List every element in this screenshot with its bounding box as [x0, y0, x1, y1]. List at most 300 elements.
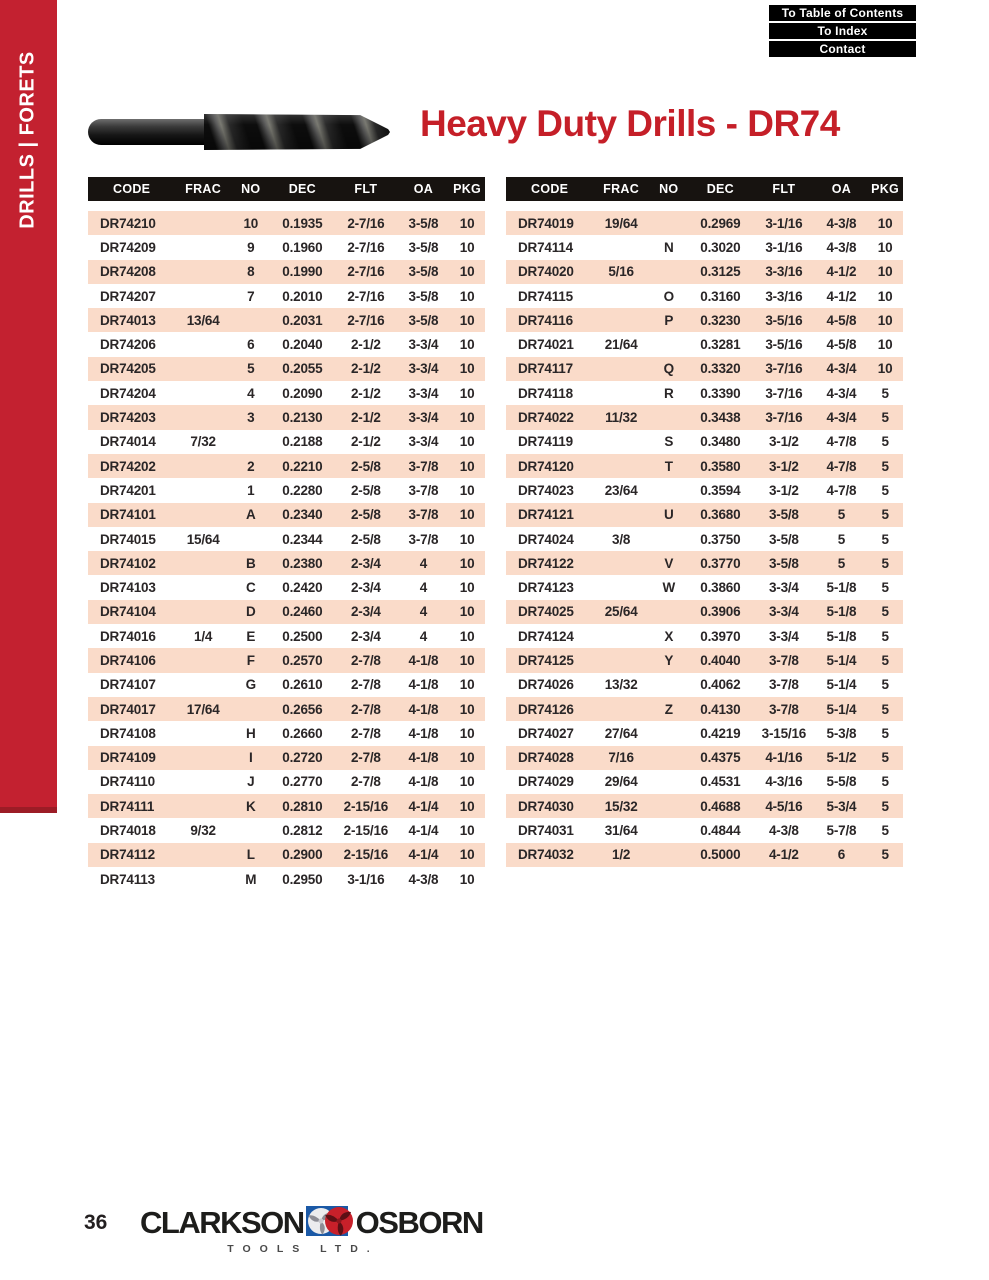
sidebar-label: DRILLS | FORETS [16, 51, 39, 229]
cell-oa: 4-1/8 [408, 750, 439, 766]
cell-code: DR74203 [100, 410, 156, 426]
cell-no: Y [664, 652, 674, 668]
table-row [88, 746, 485, 770]
cell-dec: 0.1990 [282, 264, 323, 280]
table-row [88, 308, 485, 332]
cell-dec: 0.4062 [700, 677, 741, 693]
sidebar-drills-tab [0, 0, 57, 813]
cell-frac: 1/2 [612, 847, 631, 863]
cell-oa: 4-1/8 [408, 701, 439, 717]
cell-flt: 4-3/16 [765, 774, 803, 790]
cell-code: DR74016 [100, 628, 156, 644]
cell-oa: 3-5/8 [408, 264, 439, 280]
cell-oa: 4-3/8 [826, 239, 857, 255]
cell-frac: 7/32 [190, 434, 216, 450]
cell-code: DR74202 [100, 458, 156, 474]
cell-frac: 17/64 [186, 701, 220, 717]
cell-code: DR74115 [518, 288, 573, 304]
cell-pkg: 10 [459, 288, 475, 304]
cell-pkg: 10 [459, 871, 475, 887]
cell-code: DR74104 [100, 604, 156, 620]
cell-dec: 0.2188 [282, 434, 323, 450]
cell-dec: 0.4844 [700, 823, 741, 839]
cell-code: DR74103 [100, 580, 156, 596]
cell-oa: 5-1/2 [826, 750, 857, 766]
cell-flt: 2-7/8 [350, 750, 381, 766]
table-row [506, 503, 903, 527]
cell-no: 2 [247, 458, 255, 474]
cell-flt: 2-3/4 [350, 555, 381, 571]
cell-flt: 2-1/2 [350, 385, 381, 401]
cell-oa: 3-3/4 [408, 410, 439, 426]
column-header-pkg: PKG [453, 182, 482, 196]
table-row [506, 575, 903, 599]
cell-dec: 0.3480 [700, 434, 741, 450]
cell-oa: 5-1/8 [826, 580, 857, 596]
cell-pkg: 5 [881, 798, 889, 814]
cell-flt: 2-7/16 [347, 264, 385, 280]
cell-dec: 0.3580 [700, 458, 741, 474]
cell-code: DR74022 [518, 410, 574, 426]
column-header-frac: FRAC [603, 182, 640, 196]
cell-code: DR74210 [100, 215, 156, 231]
cell-no: B [245, 555, 256, 571]
table-row [88, 673, 485, 697]
cell-dec: 0.3020 [700, 239, 741, 255]
table-row [506, 454, 903, 478]
cell-code: DR74205 [100, 361, 156, 377]
cell-frac: 15/64 [186, 531, 220, 547]
cell-pkg: 5 [881, 725, 889, 741]
cell-flt: 3-1/16 [765, 239, 803, 255]
cell-flt: 4-1/2 [768, 847, 799, 863]
brand-osborn: OSBORN [355, 1204, 483, 1240]
table-row [88, 867, 485, 891]
cell-no: 6 [247, 337, 255, 353]
cell-oa: 4-1/4 [408, 847, 439, 863]
cell-code: DR74019 [518, 215, 574, 231]
cell-flt: 2-1/2 [350, 434, 381, 450]
cell-code: DR74109 [100, 750, 156, 766]
cell-dec: 0.2344 [282, 531, 323, 547]
table-row [506, 527, 903, 551]
cell-oa: 4-1/4 [408, 798, 439, 814]
cell-pkg: 10 [459, 361, 475, 377]
cell-frac: 13/32 [604, 677, 638, 693]
cell-frac: 21/64 [604, 337, 638, 353]
cell-code: DR74114 [518, 239, 573, 255]
cell-flt: 3-7/8 [768, 701, 799, 717]
cell-pkg: 5 [881, 774, 889, 790]
cell-no: K [245, 798, 256, 814]
cell-code: DR74119 [518, 434, 573, 450]
table-row [88, 357, 485, 381]
cell-oa: 4-1/8 [408, 725, 439, 741]
cell-code: DR74111 [100, 798, 155, 814]
cell-code: DR74122 [518, 555, 574, 571]
cell-no: 7 [247, 288, 255, 304]
cell-flt: 2-15/16 [343, 823, 389, 839]
cell-oa: 4 [419, 555, 428, 571]
cell-no: N [663, 239, 674, 255]
cell-code: DR74117 [518, 361, 573, 377]
table-row [506, 600, 903, 624]
cell-code: DR74209 [100, 239, 156, 255]
cell-pkg: 10 [459, 312, 475, 328]
cell-dec: 0.3160 [700, 288, 741, 304]
cell-pkg: 10 [459, 337, 475, 353]
table-row [88, 551, 485, 575]
cell-pkg: 10 [877, 337, 893, 353]
cell-pkg: 10 [459, 677, 475, 693]
table-row [506, 818, 903, 842]
nav-buttons [769, 5, 916, 59]
cell-no: 8 [247, 264, 255, 280]
cell-frac: 29/64 [604, 774, 638, 790]
cell-dec: 0.2660 [282, 725, 323, 741]
cell-oa: 3-3/4 [408, 361, 439, 377]
table-row [88, 503, 485, 527]
cell-dec: 0.3320 [700, 361, 741, 377]
cell-oa: 5-3/4 [826, 798, 857, 814]
cell-oa: 3-7/8 [408, 482, 439, 498]
cell-pkg: 10 [459, 264, 475, 280]
cell-flt: 4-5/16 [765, 798, 803, 814]
cell-pkg: 10 [459, 604, 475, 620]
cell-flt: 2-3/4 [350, 628, 381, 644]
cell-pkg: 10 [459, 774, 475, 790]
cell-flt: 3-5/8 [768, 507, 799, 523]
cell-pkg: 5 [881, 847, 889, 863]
cell-code: DR74031 [518, 823, 574, 839]
cell-oa: 5-1/4 [826, 652, 857, 668]
cell-pkg: 5 [881, 580, 889, 596]
table-row [88, 575, 485, 599]
cell-code: DR74106 [100, 652, 156, 668]
brand-subtitle: TOOLS LTD. [227, 1243, 379, 1255]
cell-code: DR74018 [100, 823, 156, 839]
cell-oa: 4-1/2 [826, 264, 857, 280]
cell-no: 1 [247, 482, 255, 498]
table-row [88, 624, 485, 648]
cell-no: Z [664, 701, 673, 717]
cell-oa: 6 [837, 847, 846, 863]
cell-code: DR74110 [100, 774, 155, 790]
cell-flt: 2-7/8 [350, 774, 381, 790]
page-title: Heavy Duty Drills - DR74 [420, 103, 840, 144]
cell-code: DR74021 [518, 337, 574, 353]
cell-flt: 3-3/4 [768, 580, 799, 596]
column-header-pkg: PKG [871, 182, 900, 196]
cell-dec: 0.3125 [700, 264, 741, 280]
table-row [88, 430, 485, 454]
cell-flt: 2-7/16 [347, 288, 385, 304]
cell-oa: 4-3/4 [826, 385, 857, 401]
cell-no: I [248, 750, 253, 766]
table-row [506, 721, 903, 745]
cell-code: DR74024 [518, 531, 574, 547]
cell-code: DR74118 [518, 385, 573, 401]
cell-code: DR74207 [100, 288, 156, 304]
cell-dec: 0.2031 [282, 312, 323, 328]
cell-oa: 4-1/4 [408, 823, 439, 839]
table-row [88, 332, 485, 356]
cell-code: DR74026 [518, 677, 574, 693]
cell-oa: 4 [419, 580, 428, 596]
cell-flt: 2-1/2 [350, 410, 381, 426]
cell-code: DR74030 [518, 798, 574, 814]
cell-code: DR74124 [518, 628, 574, 644]
cell-code: DR74116 [518, 312, 573, 328]
cell-dec: 0.2770 [282, 774, 323, 790]
table-row [506, 332, 903, 356]
table-row [506, 405, 903, 429]
cell-dec: 0.4219 [700, 725, 741, 741]
cell-oa: 4-1/8 [408, 652, 439, 668]
contact-button[interactable]: Contact [769, 41, 916, 57]
to-table-of-contents-button[interactable]: To Table of Contents [769, 5, 916, 21]
cell-dec: 0.4375 [700, 750, 741, 766]
cell-pkg: 5 [881, 652, 889, 668]
cell-code: DR74029 [518, 774, 574, 790]
table-row [506, 624, 903, 648]
cell-dec: 0.2812 [282, 823, 323, 839]
cell-pkg: 5 [881, 434, 889, 450]
cell-pkg: 10 [459, 215, 475, 231]
cell-code: DR74208 [100, 264, 156, 280]
cell-dec: 0.2210 [282, 458, 323, 474]
table-row [88, 405, 485, 429]
cell-dec: 0.4531 [700, 774, 741, 790]
cell-flt: 3-3/4 [768, 604, 799, 620]
cell-oa: 4-1/8 [408, 774, 439, 790]
table-row [506, 308, 903, 332]
cell-oa: 4 [419, 628, 428, 644]
column-header-flt: FLT [772, 182, 796, 196]
cell-pkg: 5 [881, 507, 889, 523]
cell-oa: 3-3/4 [408, 434, 439, 450]
cell-dec: 0.3281 [700, 337, 741, 353]
cell-flt: 2-5/8 [350, 507, 381, 523]
cell-no: Q [663, 361, 674, 377]
cell-pkg: 10 [459, 531, 475, 547]
cell-code: DR74102 [100, 555, 156, 571]
cell-frac: 3/8 [612, 531, 631, 547]
cell-dec: 0.2500 [282, 628, 323, 644]
table-row [506, 284, 903, 308]
table-row [88, 843, 485, 867]
pinwheel-logo-icon [305, 1204, 355, 1243]
table-row [506, 260, 903, 284]
cell-pkg: 10 [459, 507, 475, 523]
cell-pkg: 5 [881, 823, 889, 839]
cell-frac: 15/32 [604, 798, 638, 814]
cell-no: J [247, 774, 255, 790]
cell-code: DR74201 [100, 482, 156, 498]
cell-oa: 3-5/8 [408, 312, 439, 328]
cell-flt: 2-7/16 [347, 312, 385, 328]
cell-code: DR74020 [518, 264, 574, 280]
cell-dec: 0.1935 [282, 215, 323, 231]
cell-no: L [246, 847, 255, 863]
table-row [88, 721, 485, 745]
cell-no: 10 [243, 215, 259, 231]
cell-dec: 0.3750 [700, 531, 741, 547]
cell-pkg: 10 [459, 580, 475, 596]
cell-flt: 3-1/2 [768, 434, 799, 450]
cell-flt: 3-3/16 [765, 288, 803, 304]
cell-oa: 3-5/8 [408, 239, 439, 255]
cell-frac: 1/4 [194, 628, 213, 644]
cell-code: DR74107 [100, 677, 156, 693]
cell-dec: 0.2055 [282, 361, 323, 377]
cell-oa: 4-3/8 [408, 871, 439, 887]
table-row [88, 235, 485, 259]
cell-oa: 5-1/8 [826, 604, 857, 620]
cell-oa: 5-7/8 [826, 823, 857, 839]
cell-code: DR74112 [100, 847, 155, 863]
cell-oa: 3-7/8 [408, 458, 439, 474]
cell-dec: 0.2969 [700, 215, 741, 231]
cell-oa: 4 [419, 604, 428, 620]
cell-flt: 3-7/8 [768, 652, 799, 668]
cell-flt: 2-7/8 [350, 725, 381, 741]
cell-code: DR74120 [518, 458, 574, 474]
cell-flt: 2-7/8 [350, 701, 381, 717]
cell-pkg: 10 [459, 701, 475, 717]
cell-dec: 0.3230 [700, 312, 741, 328]
cell-flt: 4-3/8 [768, 823, 799, 839]
cell-pkg: 5 [881, 604, 889, 620]
table-row [506, 794, 903, 818]
cell-pkg: 10 [877, 215, 893, 231]
table-row [506, 235, 903, 259]
cell-flt: 2-7/16 [347, 239, 385, 255]
cell-oa: 3-7/8 [408, 507, 439, 523]
cell-pkg: 10 [459, 823, 475, 839]
cell-frac: 9/32 [190, 823, 216, 839]
cell-flt: 2-15/16 [343, 847, 389, 863]
cell-oa: 4-3/4 [826, 361, 857, 377]
table-row [506, 381, 903, 405]
cell-oa: 5-1/8 [826, 628, 857, 644]
cell-flt: 3-7/16 [765, 385, 803, 401]
cell-flt: 3-1/16 [347, 871, 385, 887]
cell-dec: 0.3770 [700, 555, 741, 571]
cell-oa: 3-7/8 [408, 531, 439, 547]
cell-pkg: 5 [881, 628, 889, 644]
cell-oa: 4-1/2 [826, 288, 857, 304]
cell-flt: 3-15/16 [761, 725, 807, 741]
cell-pkg: 5 [881, 750, 889, 766]
column-header-oa: OA [413, 182, 434, 196]
cell-dec: 0.4040 [700, 652, 741, 668]
cell-dec: 0.2130 [282, 410, 323, 426]
table-row [88, 600, 485, 624]
cell-no: C [245, 580, 256, 596]
cell-oa: 3-3/4 [408, 385, 439, 401]
table-row [506, 478, 903, 502]
cell-pkg: 10 [459, 458, 475, 474]
table-row [506, 357, 903, 381]
cell-flt: 2-7/8 [350, 677, 381, 693]
column-header-flt: FLT [354, 182, 378, 196]
cell-oa: 5-1/4 [826, 677, 857, 693]
cell-dec: 0.2420 [282, 580, 323, 596]
cell-flt: 3-3/16 [765, 264, 803, 280]
table-row [506, 430, 903, 454]
table-row [506, 211, 903, 235]
drill-shank [88, 119, 210, 145]
cell-code: DR74113 [100, 871, 155, 887]
cell-dec: 0.4688 [700, 798, 741, 814]
cell-dec: 0.2090 [282, 385, 323, 401]
cell-oa: 4-3/4 [826, 410, 857, 426]
cell-dec: 0.3970 [700, 628, 741, 644]
cell-no: F [246, 652, 255, 668]
cell-no: P [664, 312, 674, 328]
cell-pkg: 10 [459, 628, 475, 644]
cell-oa: 5-1/4 [826, 701, 857, 717]
cell-dec: 0.5000 [700, 847, 741, 863]
cell-pkg: 5 [881, 385, 889, 401]
cell-dec: 0.3438 [700, 410, 741, 426]
cell-frac: 13/64 [186, 312, 220, 328]
cell-code: DR74023 [518, 482, 574, 498]
table-row [88, 794, 485, 818]
cell-flt: 2-7/8 [350, 652, 381, 668]
cell-oa: 3-5/8 [408, 288, 439, 304]
cell-no: E [246, 628, 256, 644]
cell-dec: 0.2810 [282, 798, 323, 814]
cell-dec: 0.3594 [700, 482, 741, 498]
cell-code: DR74108 [100, 725, 156, 741]
cell-frac: 5/16 [608, 264, 634, 280]
table-row [88, 527, 485, 551]
cell-flt: 2-3/4 [350, 604, 381, 620]
cell-oa: 4-5/8 [826, 312, 857, 328]
cell-dec: 0.2280 [282, 482, 323, 498]
brand-clarkson: CLARKSON [140, 1204, 304, 1240]
cell-no: S [664, 434, 674, 450]
cell-flt: 3-3/4 [768, 628, 799, 644]
cell-flt: 2-15/16 [343, 798, 389, 814]
cell-dec: 0.2950 [282, 871, 323, 887]
page-number: 36 [84, 1211, 108, 1234]
cell-frac: 31/64 [604, 823, 638, 839]
cell-frac: 7/16 [608, 750, 634, 766]
table-row [88, 648, 485, 672]
cell-no: X [664, 628, 674, 644]
cell-flt: 3-5/16 [765, 337, 803, 353]
to-index-button[interactable]: To Index [769, 23, 916, 39]
cell-pkg: 10 [459, 434, 475, 450]
cell-pkg: 5 [881, 531, 889, 547]
cell-dec: 0.3390 [700, 385, 741, 401]
cell-flt: 2-3/4 [350, 580, 381, 596]
cell-dec: 0.2720 [282, 750, 323, 766]
cell-oa: 4-7/8 [826, 458, 857, 474]
cell-no: 5 [247, 361, 255, 377]
table-row [88, 478, 485, 502]
drill-table-left [88, 177, 485, 891]
cell-dec: 0.2570 [282, 652, 323, 668]
cell-pkg: 10 [877, 264, 893, 280]
drill-bit-photo [88, 112, 390, 152]
cell-flt: 2-1/2 [350, 337, 381, 353]
cell-flt: 3-5/8 [768, 531, 799, 547]
cell-dec: 0.3680 [700, 507, 741, 523]
